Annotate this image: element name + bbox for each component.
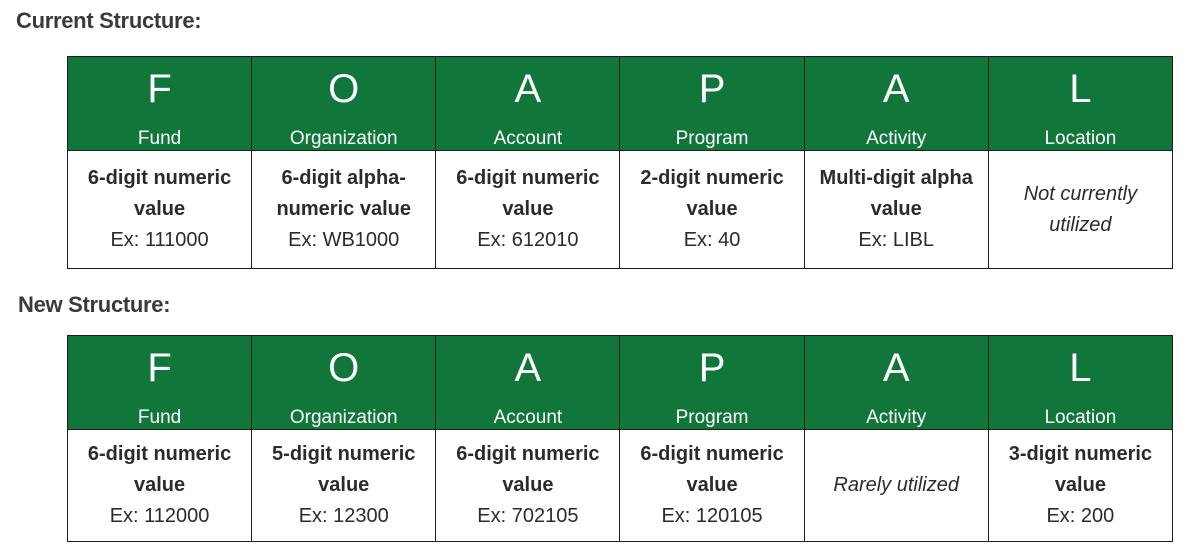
cell-note: Rarely utilized <box>833 474 959 496</box>
current-header-location <box>988 57 1172 151</box>
current-value-row <box>68 151 1173 269</box>
current-header-organization <box>252 57 436 151</box>
header-letter: F <box>147 67 172 111</box>
header-name: Program <box>675 407 749 428</box>
new-cell-account <box>436 430 620 542</box>
cell-example: Ex: 120105 <box>661 505 763 527</box>
current-cell-organization <box>252 151 436 269</box>
current-header-program <box>620 57 804 151</box>
cell-example: Ex: 112000 <box>109 505 210 527</box>
new-header-row <box>68 336 1173 430</box>
cell-description: 6-digit numeric value <box>456 167 600 220</box>
header-letter: L <box>1069 67 1092 111</box>
cell-example: Ex: 111000 <box>110 229 209 251</box>
header-letter: A <box>882 346 910 390</box>
cell-example: Ex: 612010 <box>477 229 579 251</box>
header-name: Account <box>493 407 563 428</box>
header-letter: A <box>514 67 542 111</box>
current-cell-account <box>436 151 620 269</box>
new-value-row <box>68 430 1173 542</box>
header-name: Fund <box>137 128 182 149</box>
current-structure-table <box>67 56 1173 269</box>
cell-description: 2-digit numeric value <box>640 167 784 220</box>
header-name: Account <box>493 128 563 149</box>
cell-description: 5-digit numeric value <box>272 443 416 496</box>
new-header-fund <box>68 336 252 430</box>
current-header-account <box>436 57 620 151</box>
header-name: Organization <box>289 128 398 149</box>
current-cell-location <box>988 151 1172 269</box>
current-cell-fund <box>68 151 252 269</box>
header-name: Fund <box>137 407 182 428</box>
new-structure-title: New Structure: <box>18 292 171 317</box>
cell-example: Ex: 200 <box>1046 505 1115 527</box>
header-name: Activity <box>866 128 927 149</box>
cell-description: 6-digit numeric value <box>87 167 232 220</box>
header-name: Program <box>675 128 749 149</box>
cell-description: Multi-digit alpha value <box>819 167 973 220</box>
new-header-location <box>988 336 1172 430</box>
new-header-activity <box>804 336 988 430</box>
cell-example: Ex: 702105 <box>477 505 579 527</box>
header-name: Organization <box>289 407 398 428</box>
new-structure-table <box>67 335 1173 542</box>
header-letter: O <box>328 67 360 111</box>
header-name: Location <box>1044 128 1117 149</box>
new-header-organization <box>252 336 436 430</box>
cell-description: 6-digit alpha-numeric value <box>276 167 411 220</box>
current-cell-activity <box>804 151 988 269</box>
cell-description: 6-digit numeric value <box>456 443 600 496</box>
cell-example: Ex: 40 <box>683 229 741 251</box>
current-cell-program <box>620 151 804 269</box>
new-header-account <box>436 336 620 430</box>
header-letter: L <box>1069 346 1092 390</box>
new-cell-program <box>620 430 804 542</box>
new-header-program <box>620 336 804 430</box>
current-header-activity <box>804 57 988 151</box>
cell-description: 6-digit numeric value <box>87 443 232 496</box>
cell-example: Ex: LIBL <box>858 229 934 251</box>
header-letter: P <box>698 346 726 390</box>
new-cell-location <box>988 430 1172 542</box>
cell-description: 3-digit numeric value <box>1008 443 1153 496</box>
cell-example: Ex: 12300 <box>298 505 389 527</box>
cell-description: 6-digit numeric value <box>640 443 784 496</box>
current-structure-title: Current Structure: <box>16 8 202 33</box>
new-cell-fund <box>68 430 252 542</box>
header-letter: A <box>882 67 910 111</box>
header-letter: P <box>698 67 726 111</box>
current-header-row <box>68 57 1173 151</box>
current-header-fund <box>68 57 252 151</box>
header-letter: O <box>328 346 360 390</box>
header-name: Activity <box>866 407 927 428</box>
new-cell-organization <box>252 430 436 542</box>
cell-example: Ex: WB1000 <box>288 229 400 251</box>
header-letter: A <box>514 346 542 390</box>
cell-note: Not currently utilized <box>1023 182 1138 236</box>
header-name: Location <box>1044 407 1117 428</box>
header-letter: F <box>147 346 172 390</box>
new-cell-activity <box>804 430 988 542</box>
